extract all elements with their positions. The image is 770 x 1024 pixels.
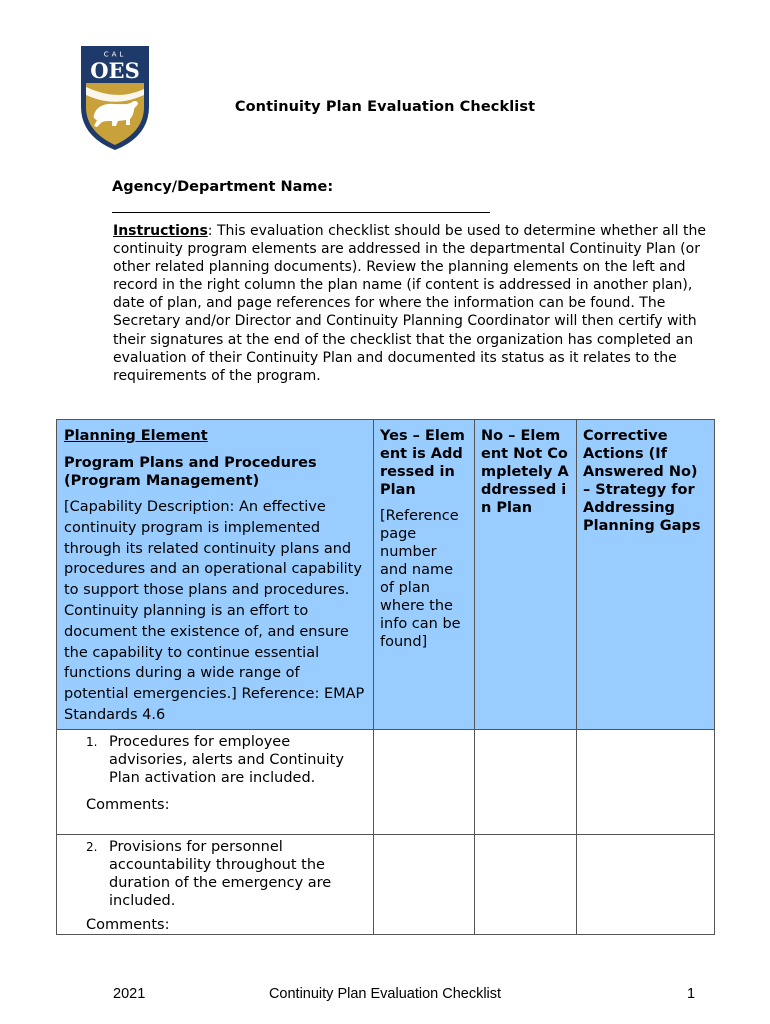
yes-cell[interactable]	[374, 730, 475, 835]
corrective-actions-cell[interactable]	[577, 730, 715, 835]
corrective-actions-cell[interactable]	[577, 835, 715, 935]
no-cell[interactable]	[475, 835, 577, 935]
table-row	[57, 730, 715, 835]
comments-label[interactable]: Comments:	[86, 917, 170, 933]
header-corrective-actions	[577, 420, 715, 730]
header-planning-element	[57, 420, 374, 730]
yes-column-subtitle: [Reference page number and name of plan where the info can be found]	[380, 508, 461, 650]
footer-document-title: Continuity Plan Evaluation Checklist	[268, 986, 502, 1002]
no-cell[interactable]	[475, 730, 577, 835]
corrective-actions-column-title: Corrective Actions (If Answered No) – Strategy for Addressing Planning Gaps	[583, 428, 701, 534]
footer-page-number: 1	[687, 986, 696, 1002]
footer-year: 2021	[113, 986, 146, 1002]
cal-oes-bear-shield-logo-icon	[80, 45, 150, 151]
agency-department-field-line[interactable]	[112, 212, 490, 213]
yes-cell[interactable]	[374, 835, 475, 935]
logo-oes-text: OES	[90, 58, 140, 83]
document-title: Continuity Plan Evaluation Checklist	[234, 99, 536, 115]
table-header-row	[57, 420, 715, 730]
agency-department-label: Agency/Department Name:	[112, 179, 334, 195]
yes-column-title: Yes – Element is Addressed in Plan	[380, 428, 465, 498]
table-row	[57, 835, 715, 935]
no-column-title: No – Element Not Completely Addressed in Plan	[481, 428, 569, 516]
planning-element-cell	[57, 730, 374, 835]
program-plans-subtitle: Program Plans and Procedures (Program Management)	[64, 455, 317, 489]
planning-element-cell	[57, 835, 374, 935]
checklist-table	[56, 419, 714, 935]
capability-description: [Capability Description: An effective continuity program is implemented through its related continuity plans and procedures and an operational capability to support those plans and procedures. Continuity planning is an effort to document the existence of, and ensure the capability to continue essential functions during a wide range of potential emergencies.] Reference: EMAP Standards 4.6	[64, 499, 365, 723]
item-number: 1.	[86, 735, 98, 749]
instructions-paragraph	[113, 222, 713, 385]
header-yes-addressed	[374, 420, 475, 730]
instructions-text: : This evaluation checklist should be used to determine whether all the continuity program elements are addressed in the departmental Continuity Plan (or other related planning documents). Review the planning elements on the left and record in the right column the plan name (if content is addressed in another plan), date of plan, and page references for where the information can be found. The Secretary and/or Director and Continuity Planning Coordinator will then certify with their signatures at the end of the checklist that the organization has completed an evaluation of their Continuity Plan and documented its status as it relates to the requirements of the program.	[113, 223, 706, 384]
comments-label[interactable]: Comments:	[86, 797, 170, 813]
instructions-lead: Instructions	[113, 223, 208, 239]
logo-cal-text: CAL	[103, 50, 127, 59]
planning-element-title: Planning Element	[64, 428, 208, 444]
item-number: 2.	[86, 840, 98, 854]
item-text: Procedures for employee advisories, alerts and Continuity Plan activation are included.	[109, 734, 344, 786]
header-no-not-addressed	[475, 420, 577, 730]
cal-oes-logo	[80, 45, 150, 151]
item-text: Provisions for personnel accountability throughout the duration of the emergency are included.	[109, 839, 332, 909]
